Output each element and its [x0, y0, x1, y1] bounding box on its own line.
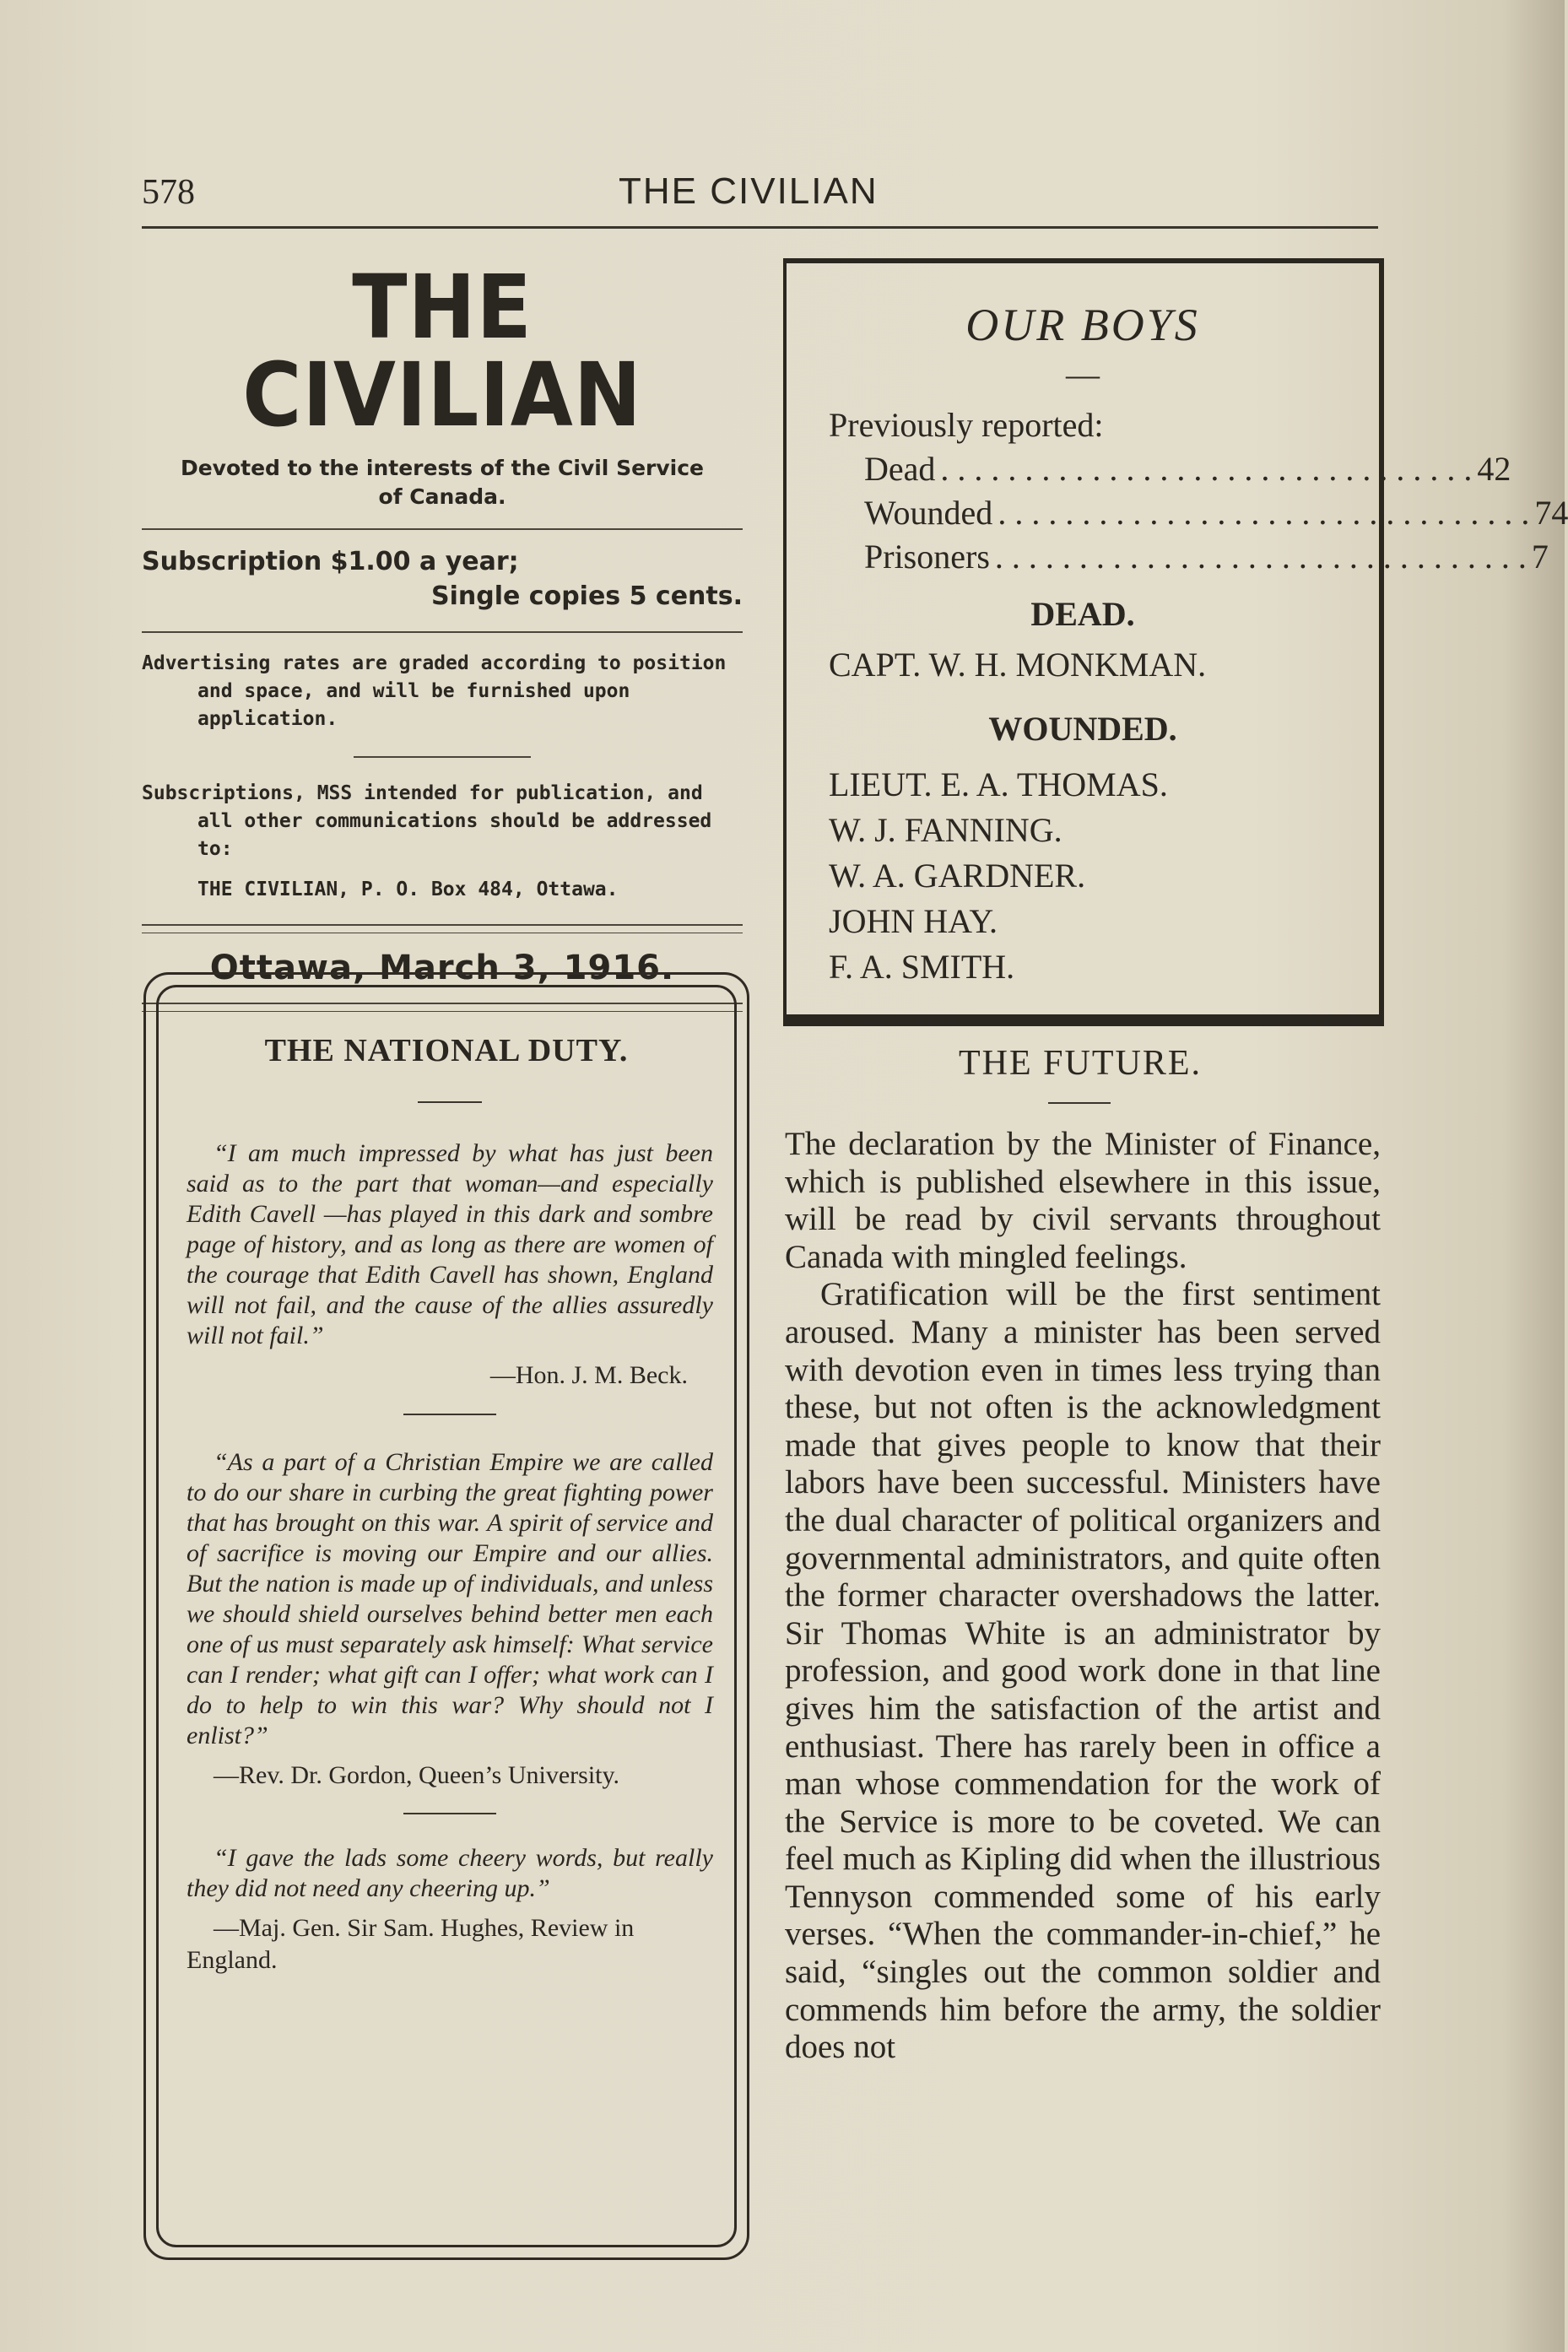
article-paragraph: The declaration by the Minister of Finance, which is published elsewhere in this issue, will be read by civil servants throughout Canada with mingled feelings. — [785, 1126, 1381, 1275]
article-paragraph: Gratification will be the first sentiment aroused. Many a minister has been served with devotion even in times less trying than these, but not often is the acknowledgment made that gives people to know that their labors have been successful. Ministers have the dual character of political organizers and governmental administrators, and quite often the former character overshadows the latter. Sir Thomas White is an administrator by profession, and good work done in that line gives him the satisfaction of the artist and enthusiast. There has rarely been in office a man whose commendation for the work of the Service is more to be coveted. We can feel much as Kipling did when the illustrious Tennyson commended some of his early verses. “When the commander-in-chief,” he said, “singles out the common soldier and commends him before the army, the soldier does not — [785, 1276, 1381, 2066]
our-boys-box — [783, 258, 1568, 1026]
quote-gordon-attribution: —Rev. Dr. Gordon, Queen’s University. — [214, 1760, 620, 1789]
quote-beck: “I am much impressed by what has just been said as to the part that woman—and especially Edith Cavell —has played in this dark and sombre page of history, and as long as there are women of the courage that Edith Cavell has shown, England will not fail, and the cause of the allies assuredly will not fail.” — [187, 1139, 713, 1349]
masthead-title: THE CIVILIAN — [242, 256, 642, 446]
short-divider — [354, 756, 531, 758]
previously-reported-label: Previously reported: — [829, 406, 1104, 444]
short-divider — [403, 1414, 496, 1415]
short-divider — [403, 1813, 496, 1814]
tagline-line-1: Devoted to the interests of the Civil Service — [180, 456, 705, 480]
wounded-name: LIEUT. E. A. THOMAS. — [829, 765, 1168, 803]
leader-dots: . . . . . . . . . . . . . . . . . . . . . . . . . . . . . . . . — [998, 494, 1530, 532]
quote-gordon: “As a part of a Christian Empire we are called to do our share in curbing the great fighting power that has brought on this war. A spirit of service and of sacrifice is moving our Empire and our allies. But the nation is made up of individuals, and unless we should shield ourselves behind better men each one of us must separately ask himself: What service can I render; what gift can I offer; what work can I do to help to win this war? Why should not I enlist?” — [187, 1447, 713, 1749]
divider — [142, 631, 743, 633]
quote-hughes: “I gave the lads some cheery words, but really they did not need any cheering up.” — [187, 1844, 713, 1902]
short-divider — [1048, 1102, 1111, 1104]
national-duty-title: THE NATIONAL DUTY. — [264, 1033, 629, 1068]
quote-hughes-attribution: —Maj. Gen. Sir Sam. Hughes, Review in England. — [187, 1914, 635, 1974]
wounded-name: W. A. GARDNER. — [829, 857, 1086, 895]
running-title: THE CIVILIAN — [619, 170, 879, 212]
title-dash: — — [1066, 355, 1100, 393]
dead-heading: DEAD. — [1030, 595, 1135, 633]
national-duty-content — [187, 1101, 713, 1976]
future-title: THE FUTURE. — [959, 1044, 1202, 1083]
short-divider — [418, 1101, 482, 1103]
divider — [142, 924, 743, 926]
national-duty-box — [143, 972, 749, 2260]
count-label: Dead — [864, 450, 936, 488]
subscriptions-note: Subscriptions, MSS intended for publication, and all other communications should be addressed to: — [142, 781, 712, 861]
tagline-line-2: of Canada. — [378, 484, 506, 509]
our-boys-title: OUR BOYS — [965, 300, 1200, 350]
divider — [142, 528, 743, 530]
masthead-column — [142, 245, 743, 1012]
page-number: 578 — [142, 173, 195, 212]
mailing-address: THE CIVILIAN, P. O. Box 484, Ottawa. — [197, 878, 619, 900]
subscription-price: Subscription $1.00 a year; — [142, 546, 519, 576]
leader-dots: . . . . . . . . . . . . . . . . . . . . . . . . . . . . . . . . — [994, 538, 1527, 576]
dead-name: CAPT. W. H. MONKMAN. — [829, 646, 1207, 684]
single-copy-price: Single copies 5 cents. — [431, 581, 743, 611]
header-rule — [142, 226, 1378, 229]
dateline: Ottawa, March 3, 1916. — [209, 948, 675, 987]
leader-dots: . . . . . . . . . . . . . . . . . . . . . . . . . . . . . . . . — [940, 450, 1473, 488]
count-value: 42 — [1477, 450, 1511, 488]
advertising-note: Advertising rates are graded according to position and space, and will be furnished upon application. — [142, 652, 727, 731]
wounded-heading: WOUNDED. — [988, 710, 1177, 748]
wounded-name: JOHN HAY. — [829, 902, 998, 940]
count-label: Prisoners — [864, 538, 990, 576]
wounded-name: F. A. SMITH. — [829, 948, 1015, 986]
quote-beck-attribution: —Hon. J. M. Beck. — [489, 1361, 688, 1389]
count-row-wounded — [864, 493, 1568, 533]
future-article-body — [785, 1126, 1381, 2067]
count-row-dead — [864, 449, 1511, 489]
count-value: 74 — [1534, 494, 1568, 532]
count-value: 7 — [1531, 538, 1549, 576]
count-label: Wounded — [864, 494, 993, 532]
masthead-tagline — [142, 454, 743, 511]
count-row-prisoners — [864, 537, 1549, 576]
wounded-name: W. J. FANNING. — [829, 811, 1062, 849]
